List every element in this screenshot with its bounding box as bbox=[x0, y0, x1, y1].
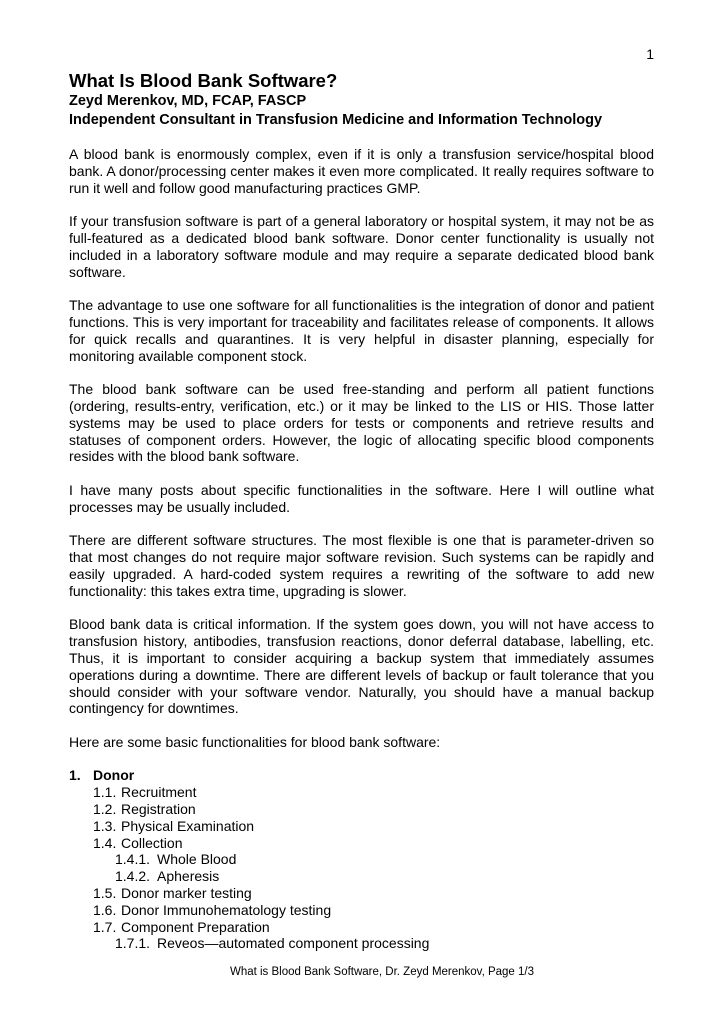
author-line: Zeyd Merenkov, MD, FCAP, FASCP bbox=[69, 93, 307, 109]
outline-label: Recruitment bbox=[121, 784, 197, 801]
outline-item bbox=[69, 835, 654, 852]
outline-number: 1. bbox=[69, 767, 81, 784]
paragraph: Blood bank data is critical information. If the system goes down, you will not have access to transfusion history, antibodies, transfusion reactions, donor deferral database, labelling, etc. Thus, it is important to consider acquiring a backup system that immediately assumes operations during a downtime. There are different levels of backup or fault tolerance that you should consider with your software vendor. Naturally, you should have a manual backup contingency for downtimes. bbox=[69, 616, 654, 717]
outline-label: Physical Examination bbox=[121, 817, 255, 834]
outline-number: 1.7.1. bbox=[115, 935, 151, 952]
document-header bbox=[69, 70, 654, 130]
page-number: 1 bbox=[646, 46, 654, 62]
outline-section bbox=[69, 767, 654, 784]
outline-label: Whole Blood bbox=[157, 851, 237, 868]
outline-number: 1.4.2. bbox=[115, 868, 151, 885]
outline-label: Apheresis bbox=[157, 868, 220, 885]
document-title: What Is Blood Bank Software? bbox=[69, 70, 338, 91]
paragraph: The blood bank software can be used free-standing and perform all patient functions (ordering, results-entry, verification, etc.) or it may be linked to the LIS or HIS. Those latter systems may be used to place orders for tests or components and retrieve results and statuses of component orders. However, the logic of allocating specific blood components resides with the blood bank software. bbox=[69, 381, 654, 465]
outline-label: Donor marker testing bbox=[121, 885, 252, 902]
outline-item bbox=[69, 784, 654, 801]
outline-number: 1.4.1. bbox=[115, 851, 151, 868]
outline-number: 1.3. bbox=[93, 817, 117, 834]
functionality-outline bbox=[69, 767, 654, 952]
paragraph-intro-list: Here are some basic functionalities for blood bank software: bbox=[69, 733, 441, 750]
paragraph: If your transfusion software is part of a general laboratory or hospital system, it may not be as full-featured as a dedicated blood bank software. Donor center functionality is usually not included in a laboratory software module and may require a separate dedicated blood bank software. bbox=[69, 213, 654, 280]
outline-label: Donor bbox=[93, 767, 135, 784]
outline-item bbox=[69, 902, 654, 919]
outline-label: Donor Immunohematology testing bbox=[121, 901, 332, 918]
outline-subitem bbox=[69, 868, 654, 885]
paragraph: A blood bank is enormously complex, even if it is only a transfusion service/hospital blood bank. A donor/processing center makes it even more complicated. It really requires software to run it well and follow good manufacturing practices GMP. bbox=[69, 146, 654, 196]
outline-subitem bbox=[69, 851, 654, 868]
outline-number: 1.1. bbox=[93, 784, 117, 801]
outline-label: Registration bbox=[121, 801, 196, 818]
outline-item bbox=[69, 801, 654, 818]
outline-subitem bbox=[69, 935, 654, 952]
paragraph: I have many posts about specific functionalities in the software. Here I will outline what processes may be usually included. bbox=[69, 481, 654, 515]
outline-item bbox=[69, 818, 654, 835]
document-body bbox=[69, 70, 654, 952]
outline-item bbox=[69, 919, 654, 936]
outline-item bbox=[69, 885, 654, 902]
outline-number: 1.6. bbox=[93, 901, 117, 918]
page-footer: What is Blood Bank Software, Dr. Zeyd Merenkov, Page 1/3 bbox=[229, 966, 535, 978]
outline-label: Collection bbox=[121, 834, 183, 851]
affiliation-line: Independent Consultant in Transfusion Medicine and Information Technology bbox=[69, 112, 603, 128]
paragraph: The advantage to use one software for all functionalities is the integration of donor and patient functions. This is very important for traceability and facilitates release of components. It allows for quick recalls and quarantines. It is very helpful in disaster planning, especially for monitoring available component stock. bbox=[69, 297, 654, 364]
outline-number: 1.5. bbox=[93, 885, 117, 902]
outline-label: Component Preparation bbox=[121, 918, 270, 935]
outline-number: 1.4. bbox=[93, 834, 117, 851]
outline-number: 1.2. bbox=[93, 801, 117, 818]
outline-label: Reveos—automated component processing bbox=[157, 935, 430, 952]
paragraph: There are different software structures. The most flexible is one that is parameter-driven so that most changes do not require major software revision. Such systems can be rapidly and easily upgraded. A hard-coded system requires a rewriting of the software to add new functionality: this takes extra time, upgrading is slower. bbox=[69, 532, 654, 599]
outline-number: 1.7. bbox=[93, 918, 117, 935]
